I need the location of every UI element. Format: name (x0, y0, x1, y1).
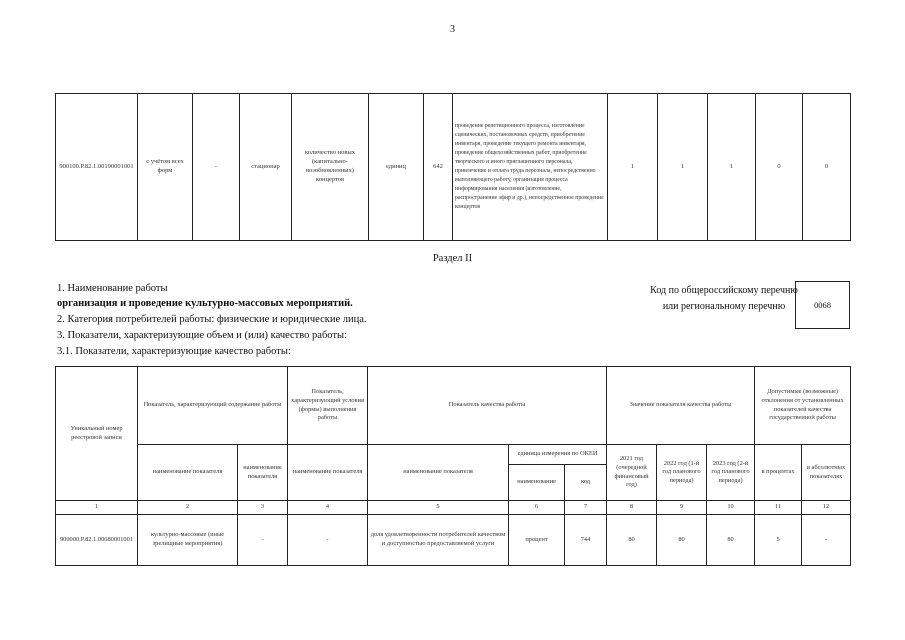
header-absolute: в абсолютных показателях (802, 445, 851, 501)
value-cell-4: 0 (756, 94, 803, 241)
header-row-1 (56, 367, 851, 445)
header-okei-name: наименование (509, 465, 565, 501)
quality-heading: 3.1. Показатели, характеризующие качество работы: (57, 346, 291, 357)
header-content-name-1: наименование показателя (138, 445, 238, 501)
header-year-2023: 2023 год (2-й год планового периода) (707, 445, 755, 501)
header-quality-name: наименование показателя (368, 445, 509, 501)
column-number: 5 (368, 501, 509, 515)
column-number: 8 (607, 501, 657, 515)
code-cell: 744 (565, 515, 607, 566)
table-row (56, 94, 851, 241)
header-okei-code: код (565, 465, 607, 501)
header-quality: Показатель качества работы (368, 367, 607, 445)
header-row-2 (56, 445, 851, 465)
unique-number-cell: 900100.Р.82.1.00190001001 (56, 94, 138, 241)
work-name-value: организация и проведение культурно-массовых мероприятий. (57, 298, 353, 309)
header-year-2022: 2022 год (1-й год планового периода) (657, 445, 707, 501)
header-deviation: Допустимые (возможные) отклонения от установленных показателей качества государственной работы (755, 367, 851, 445)
column-number: 9 (657, 501, 707, 515)
column-number: 7 (565, 501, 607, 515)
okved-code-box (795, 281, 850, 329)
column-number: 1 (56, 501, 138, 515)
volume-quality-heading: 3. Показатели, характеризующие объем и (или) качество работы: (57, 330, 347, 341)
column-number: 2 (138, 501, 238, 515)
condition-cell: стационар (240, 94, 292, 241)
top-continuation-table (55, 93, 851, 241)
page-number: 3 (450, 24, 455, 35)
value-cell-2: 1 (658, 94, 708, 241)
indicator-name-cell: доля удовлетворенности потребителей качеством и доступностью предоставляемой услуги (368, 515, 509, 566)
indicator-name-cell: количество новых (капитально-возобновленных) концертов (292, 94, 369, 241)
unit-cell: процент (509, 515, 565, 566)
content-cell-1: с учётом всех форм (138, 94, 193, 241)
table-row (56, 515, 851, 566)
okved-code: 0068 (814, 300, 831, 310)
header-year-2021: 2021 год (очередной финансовый год) (607, 445, 657, 501)
description-cell: проведение репетиционного процесса, изготовление сценических, постановочных средств, приобретение инвентаря, проведение текущего ремонта инвентаря, проведение общехозяйственных работ, приобретение творческого и иного приглашенного персонала, привлечение и оплата труда персонала, непосредственно выполняющего работу, организация процесса информирования населения (изготовление, распространение эфир и др.), непосредственное проведение концертов (453, 94, 608, 241)
header-unique-number: Уникальный номер реестровой записи (56, 367, 138, 501)
code-cell: 642 (424, 94, 453, 241)
value-cell-5: 0 (803, 94, 851, 241)
value-cell-1: 1 (608, 94, 658, 241)
column-number: 12 (802, 501, 851, 515)
column-number: 10 (707, 501, 755, 515)
work-name-label: 1. Наименование работы (57, 283, 168, 294)
column-number: 6 (509, 501, 565, 515)
header-content-name-2: наименование показателя (238, 445, 288, 501)
quality-table (55, 366, 851, 566)
condition-cell: - (288, 515, 368, 566)
header-condition-name: наименование показателя (288, 445, 368, 501)
content-cell-1: культурно-массовые (иные зрелищные мероприятия) (138, 515, 238, 566)
unique-number-cell: 900000.Р.82.1.00680001001 (56, 515, 138, 566)
value-2021-cell: 80 (607, 515, 657, 566)
okved-label: Код по общероссийскому перечню или региональному перечню (650, 285, 798, 312)
header-conditions: Показатель, характеризующий условия (формы) выполнения работы (288, 367, 368, 445)
content-cell-2: - (193, 94, 240, 241)
column-number: 3 (238, 501, 288, 515)
consumer-category: 2. Категория потребителей работы: физические и юридические лица. (57, 314, 367, 325)
value-2022-cell: 80 (657, 515, 707, 566)
value-cell-3: 1 (708, 94, 756, 241)
deviation-absolute-cell: - (802, 515, 851, 566)
header-value: Значение показателя качества работы (607, 367, 755, 445)
column-number: 11 (755, 501, 802, 515)
deviation-percent-cell: 5 (755, 515, 802, 566)
unit-cell: единиц (369, 94, 424, 241)
header-okei: единица измерения по ОКЕИ (509, 445, 607, 465)
value-2023-cell: 80 (707, 515, 755, 566)
section-title: Раздел II (432, 253, 473, 264)
content-cell-2: - (238, 515, 288, 566)
column-number: 4 (288, 501, 368, 515)
column-number-row (56, 501, 851, 515)
header-content: Показатель, характеризующий содержание работы (138, 367, 288, 445)
header-percent: в процентах (755, 445, 802, 501)
